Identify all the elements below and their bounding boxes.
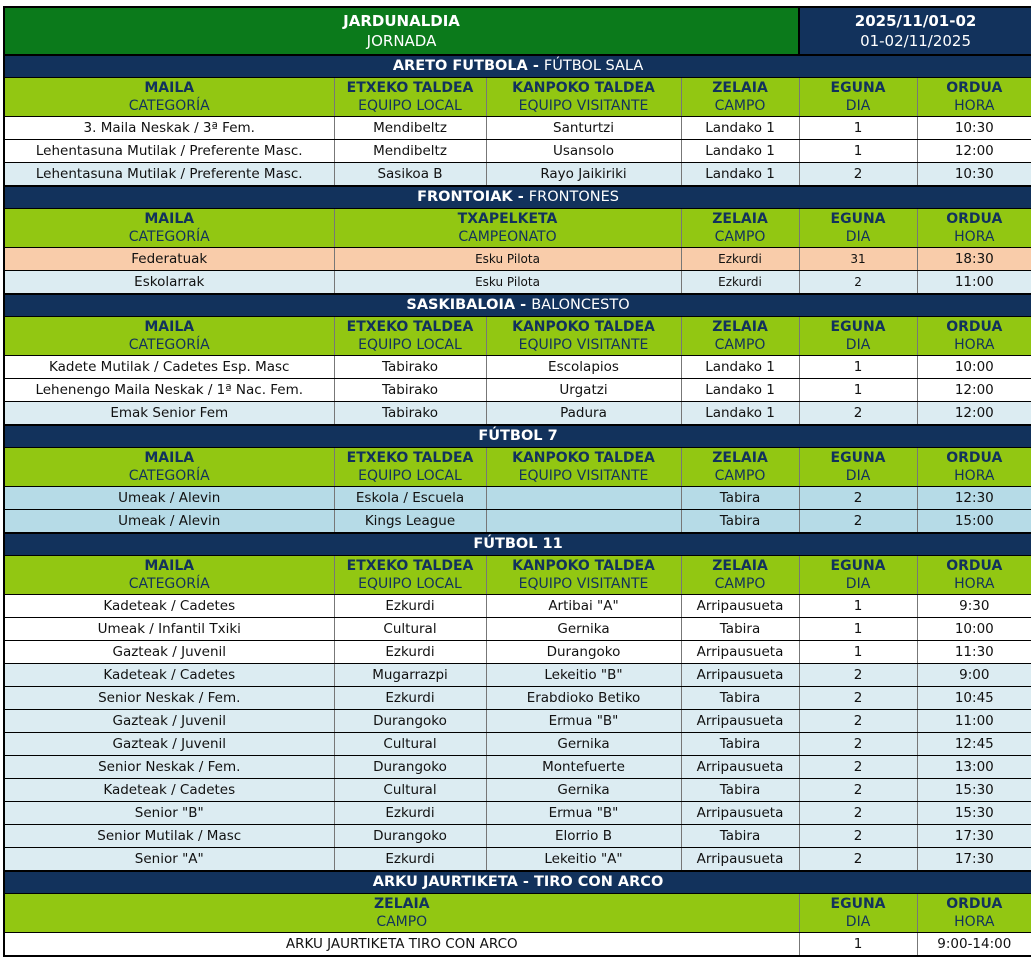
venue-cell: Arripausueta — [681, 595, 799, 618]
away-team-cell: Lekeitio "B" — [486, 664, 681, 687]
category-cell: Senior Neskak / Fem. — [4, 756, 334, 779]
day-cell: 1 — [799, 618, 917, 641]
section-title-es: FÚTBOL SALA — [543, 58, 644, 74]
category-cell: Kadete Mutilak / Cadetes Esp. Masc — [4, 356, 334, 379]
category-cell: Lehentasuna Mutilak / Preferente Masc. — [4, 163, 334, 187]
time-cell: 10:00 — [917, 618, 1031, 641]
away-team-cell: Rayo Jaikiriki — [486, 163, 681, 187]
day-cell: 2 — [799, 825, 917, 848]
table-row — [4, 933, 1031, 957]
section-title-es: BALONCESTO — [531, 297, 630, 313]
category-cell: Kadeteak / Cadetes — [4, 779, 334, 802]
day-cell: 1 — [799, 356, 917, 379]
section-title-eu: SASKIBALOIA — [406, 297, 516, 313]
day-cell: 31 — [799, 248, 917, 271]
home-team-cell: Ezkurdi — [334, 802, 486, 825]
section-title-frontoiak — [4, 186, 1031, 209]
day-cell: 2 — [799, 487, 917, 510]
category-cell: Kadeteak / Cadetes — [4, 595, 334, 618]
away-team-cell: Escolapios — [486, 356, 681, 379]
time-cell: 10:30 — [917, 117, 1031, 140]
home-team-cell: Durangoko — [334, 710, 486, 733]
time-cell: 15:30 — [917, 802, 1031, 825]
away-team-cell: Gernika — [486, 779, 681, 802]
section-title-separator: - — [527, 58, 544, 74]
column-header-time: ORDUA HORA — [917, 556, 1031, 595]
home-team-cell: Cultural — [334, 618, 486, 641]
section-title-separator: - — [512, 189, 529, 205]
column-header-category: MAILA CATEGORÍA — [4, 317, 334, 356]
home-team-cell: Tabirako — [334, 379, 486, 402]
home-team-cell: Mendibeltz — [334, 140, 486, 163]
away-team-cell: Lekeitio "A" — [486, 848, 681, 872]
column-header-row — [4, 317, 1031, 356]
table-row — [4, 140, 1031, 163]
venue-cell: Tabira — [681, 687, 799, 710]
home-team-cell: Cultural — [334, 733, 486, 756]
day-cell: 2 — [799, 687, 917, 710]
column-header-category: MAILA CATEGORÍA — [4, 209, 334, 248]
day-cell: 2 — [799, 402, 917, 426]
category-cell: Umeak / Alevin — [4, 487, 334, 510]
venue-cell: ARKU JAURTIKETA TIRO CON ARCO — [4, 933, 799, 957]
time-cell: 9:30 — [917, 595, 1031, 618]
table-row — [4, 641, 1031, 664]
away-team-cell: Urgatzi — [486, 379, 681, 402]
column-header-time: ORDUA HORA — [917, 78, 1031, 117]
category-cell: Umeak / Alevin — [4, 510, 334, 534]
category-cell: Senior "A" — [4, 848, 334, 872]
category-cell: 3. Maila Neskak / 3ª Fem. — [4, 117, 334, 140]
category-cell: Lehenengo Maila Neskak / 1ª Nac. Fem. — [4, 379, 334, 402]
time-cell: 11:00 — [917, 271, 1031, 295]
table-row — [4, 710, 1031, 733]
table-row — [4, 402, 1031, 426]
time-cell: 12:00 — [917, 379, 1031, 402]
home-team-cell: Tabirako — [334, 402, 486, 426]
column-header-day: EGUNA DIA — [799, 209, 917, 248]
category-cell: Senior Neskak / Fem. — [4, 687, 334, 710]
table-row — [4, 117, 1031, 140]
column-header-category: MAILA CATEGORÍA — [4, 78, 334, 117]
category-cell: Emak Senior Fem — [4, 402, 334, 426]
day-cell: 2 — [799, 271, 917, 295]
column-header-home-team: ETXEKO TALDEA EQUIPO LOCAL — [334, 556, 486, 595]
jornada-title-es: JORNADA — [366, 32, 437, 50]
jornada-title-cell — [4, 7, 799, 55]
column-header-away-team: KANPOKO TALDEA EQUIPO VISITANTE — [486, 448, 681, 487]
away-team-cell: Artibai "A" — [486, 595, 681, 618]
day-cell: 1 — [799, 140, 917, 163]
away-team-cell: Padura — [486, 402, 681, 426]
time-cell: 11:00 — [917, 710, 1031, 733]
date-es: 01-02/11/2025 — [860, 32, 972, 50]
home-team-cell: Cultural — [334, 779, 486, 802]
table-row — [4, 510, 1031, 534]
venue-cell: Tabira — [681, 733, 799, 756]
table-row — [4, 248, 1031, 271]
section-title-areto — [4, 55, 1031, 78]
category-cell: Gazteak / Juvenil — [4, 733, 334, 756]
category-cell: Gazteak / Juvenil — [4, 641, 334, 664]
column-header-category: MAILA CATEGORÍA — [4, 556, 334, 595]
schedule-header — [4, 7, 1031, 55]
category-cell: Senior "B" — [4, 802, 334, 825]
home-team-cell: Durangoko — [334, 825, 486, 848]
home-team-cell: Kings League — [334, 510, 486, 534]
day-cell: 2 — [799, 779, 917, 802]
away-team-cell — [486, 510, 681, 534]
away-team-cell: Elorrio B — [486, 825, 681, 848]
column-header-day: EGUNA DIA — [799, 317, 917, 356]
column-header-row — [4, 556, 1031, 595]
column-header-day: EGUNA DIA — [799, 556, 917, 595]
table-row — [4, 664, 1031, 687]
time-cell: 12:00 — [917, 402, 1031, 426]
category-cell: Kadeteak / Cadetes — [4, 664, 334, 687]
day-cell: 2 — [799, 848, 917, 872]
section-title-separator: - — [515, 297, 532, 313]
table-row — [4, 595, 1031, 618]
column-header-time: ORDUA HORA — [917, 894, 1031, 933]
time-cell: 12:30 — [917, 487, 1031, 510]
table-row — [4, 802, 1031, 825]
column-header-time: ORDUA HORA — [917, 209, 1031, 248]
day-cell: 1 — [799, 641, 917, 664]
section-title-es: FRONTONES — [528, 189, 619, 205]
time-cell: 11:30 — [917, 641, 1031, 664]
away-team-cell: Montefuerte — [486, 756, 681, 779]
venue-cell: Tabira — [681, 618, 799, 641]
column-header-row — [4, 448, 1031, 487]
section-title: ARKU JAURTIKETA - TIRO CON ARCO — [372, 874, 664, 890]
away-team-cell: Santurtzi — [486, 117, 681, 140]
column-header-row — [4, 894, 1031, 933]
day-cell: 2 — [799, 802, 917, 825]
away-team-cell: Durangoko — [486, 641, 681, 664]
home-team-cell: Mugarrazpi — [334, 664, 486, 687]
venue-cell: Arripausueta — [681, 664, 799, 687]
table-row — [4, 163, 1031, 187]
venue-cell: Ezkurdi — [681, 271, 799, 295]
table-row — [4, 848, 1031, 872]
day-cell: 1 — [799, 379, 917, 402]
venue-cell: Landako 1 — [681, 356, 799, 379]
section-title-arku — [4, 871, 1031, 894]
table-row — [4, 779, 1031, 802]
schedule-sheet — [3, 6, 1031, 957]
venue-cell: Landako 1 — [681, 163, 799, 187]
venue-cell: Landako 1 — [681, 379, 799, 402]
championship-cell: Esku Pilota — [334, 271, 681, 295]
home-team-cell: Sasikoa B — [334, 163, 486, 187]
category-cell: Federatuak — [4, 248, 334, 271]
venue-cell: Arripausueta — [681, 756, 799, 779]
day-cell: 2 — [799, 710, 917, 733]
column-header-home-team: ETXEKO TALDEA EQUIPO LOCAL — [334, 317, 486, 356]
date-cell — [799, 7, 1031, 55]
section-title-eu: FRONTOIAK — [417, 189, 513, 205]
section-title-futbol7 — [4, 425, 1031, 448]
column-header-venue: ZELAIA CAMPO — [681, 448, 799, 487]
time-cell: 13:00 — [917, 756, 1031, 779]
column-header-championship: TXAPELKETA CAMPEONATO — [334, 209, 681, 248]
time-cell: 9:00-14:00 — [917, 933, 1031, 957]
away-team-cell: Usansolo — [486, 140, 681, 163]
column-header-row — [4, 209, 1031, 248]
column-header-day: EGUNA DIA — [799, 78, 917, 117]
date-eu: 2025/11/01-02 — [854, 12, 977, 30]
home-team-cell: Durangoko — [334, 756, 486, 779]
column-header-day: EGUNA DIA — [799, 894, 917, 933]
column-header-home-team: ETXEKO TALDEA EQUIPO LOCAL — [334, 448, 486, 487]
section-title: FÚTBOL 7 — [478, 428, 558, 444]
table-row — [4, 733, 1031, 756]
schedule-table — [3, 6, 1031, 957]
column-header-away-team: KANPOKO TALDEA EQUIPO VISITANTE — [486, 317, 681, 356]
home-team-cell: Ezkurdi — [334, 848, 486, 872]
jornada-title-eu: JARDUNALDIA — [343, 12, 460, 30]
home-team-cell: Mendibeltz — [334, 117, 486, 140]
day-cell: 2 — [799, 163, 917, 187]
home-team-cell: Ezkurdi — [334, 595, 486, 618]
time-cell: 10:00 — [917, 356, 1031, 379]
column-header-row — [4, 78, 1031, 117]
day-cell: 2 — [799, 664, 917, 687]
venue-cell: Tabira — [681, 510, 799, 534]
section-title-futbol11 — [4, 533, 1031, 556]
column-header-venue: ZELAIA CAMPO — [681, 209, 799, 248]
section-title-eu: ARETO FUTBOLA — [392, 58, 528, 74]
column-header-time: ORDUA HORA — [917, 317, 1031, 356]
day-cell: 2 — [799, 756, 917, 779]
section-title-saskibaloia — [4, 294, 1031, 317]
home-team-cell: Ezkurdi — [334, 641, 486, 664]
away-team-cell: Ermua "B" — [486, 802, 681, 825]
table-row — [4, 271, 1031, 295]
time-cell: 15:30 — [917, 779, 1031, 802]
column-header-venue: ZELAIA CAMPO — [681, 78, 799, 117]
day-cell: 1 — [799, 595, 917, 618]
home-team-cell: Eskola / Escuela — [334, 487, 486, 510]
time-cell: 10:30 — [917, 163, 1031, 187]
away-team-cell: Gernika — [486, 733, 681, 756]
day-cell: 1 — [799, 933, 917, 957]
day-cell: 1 — [799, 117, 917, 140]
day-cell: 2 — [799, 733, 917, 756]
column-header-venue: ZELAIA CAMPO — [4, 894, 799, 933]
column-header-home-team: ETXEKO TALDEA EQUIPO LOCAL — [334, 78, 486, 117]
column-header-day: EGUNA DIA — [799, 448, 917, 487]
venue-cell: Landako 1 — [681, 117, 799, 140]
venue-cell: Arripausueta — [681, 848, 799, 872]
category-cell: Senior Mutilak / Masc — [4, 825, 334, 848]
time-cell: 17:30 — [917, 825, 1031, 848]
venue-cell: Arripausueta — [681, 710, 799, 733]
category-cell: Lehentasuna Mutilak / Preferente Masc. — [4, 140, 334, 163]
table-row — [4, 356, 1031, 379]
time-cell: 12:45 — [917, 733, 1031, 756]
table-row — [4, 618, 1031, 641]
column-header-away-team: KANPOKO TALDEA EQUIPO VISITANTE — [486, 78, 681, 117]
away-team-cell: Gernika — [486, 618, 681, 641]
time-cell: 15:00 — [917, 510, 1031, 534]
away-team-cell — [486, 487, 681, 510]
table-row — [4, 756, 1031, 779]
day-cell: 2 — [799, 510, 917, 534]
time-cell: 10:45 — [917, 687, 1031, 710]
venue-cell: Landako 1 — [681, 402, 799, 426]
venue-cell: Tabira — [681, 825, 799, 848]
away-team-cell: Ermua "B" — [486, 710, 681, 733]
column-header-category: MAILA CATEGORÍA — [4, 448, 334, 487]
time-cell: 9:00 — [917, 664, 1031, 687]
championship-cell: Esku Pilota — [334, 248, 681, 271]
time-cell: 18:30 — [917, 248, 1031, 271]
venue-cell: Ezkurdi — [681, 248, 799, 271]
venue-cell: Arripausueta — [681, 641, 799, 664]
table-row — [4, 825, 1031, 848]
table-row — [4, 379, 1031, 402]
venue-cell: Tabira — [681, 487, 799, 510]
home-team-cell: Tabirako — [334, 356, 486, 379]
category-cell: Umeak / Infantil Txiki — [4, 618, 334, 641]
column-header-away-team: KANPOKO TALDEA EQUIPO VISITANTE — [486, 556, 681, 595]
column-header-venue: ZELAIA CAMPO — [681, 317, 799, 356]
section-title: FÚTBOL 11 — [473, 536, 563, 552]
category-cell: Eskolarrak — [4, 271, 334, 295]
column-header-venue: ZELAIA CAMPO — [681, 556, 799, 595]
venue-cell: Tabira — [681, 779, 799, 802]
home-team-cell: Ezkurdi — [334, 687, 486, 710]
table-row — [4, 687, 1031, 710]
venue-cell: Landako 1 — [681, 140, 799, 163]
away-team-cell: Erabdioko Betiko — [486, 687, 681, 710]
time-cell: 12:00 — [917, 140, 1031, 163]
time-cell: 17:30 — [917, 848, 1031, 872]
column-header-time: ORDUA HORA — [917, 448, 1031, 487]
table-row — [4, 487, 1031, 510]
category-cell: Gazteak / Juvenil — [4, 710, 334, 733]
venue-cell: Arripausueta — [681, 802, 799, 825]
